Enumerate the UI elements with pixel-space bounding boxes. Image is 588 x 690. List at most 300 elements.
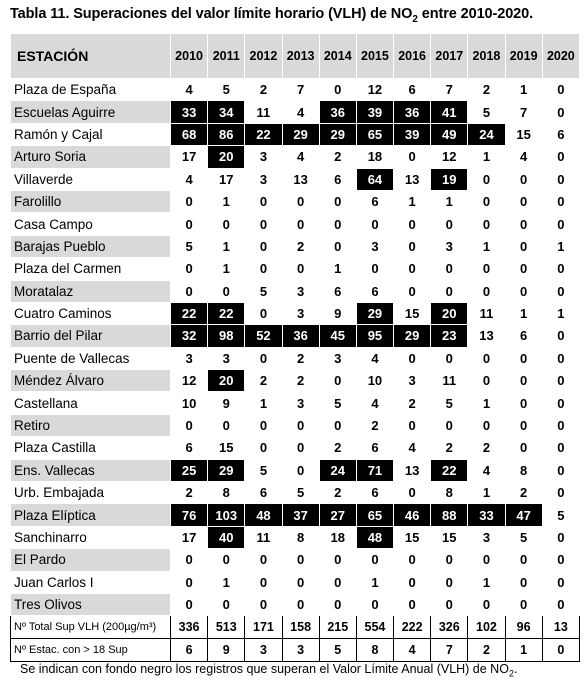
value-cell: 27 [319,504,356,526]
value-cell: 0 [505,190,542,212]
value-cell: 1 [468,482,505,504]
value-cell: 20 [208,370,245,392]
value-cell: 39 [356,101,393,123]
value-cell: 2 [245,79,282,101]
value-cell: 1 [208,258,245,280]
value-cell: 88 [431,504,468,526]
value-cell: 0 [394,347,431,369]
value-cell: 86 [208,123,245,145]
station-name: Casa Campo [11,213,171,235]
year-header: 2013 [282,34,319,79]
value-cell: 0 [468,190,505,212]
year-header: 2016 [394,34,431,79]
station-name: Castellana [11,392,171,414]
station-name: Escuelas Aguirre [11,101,171,123]
table-row [11,526,580,548]
value-cell: 7 [505,101,542,123]
value-cell: 0 [245,414,282,436]
value-cell: 45 [319,325,356,347]
value-cell: 0 [505,235,542,257]
value-cell: 2 [356,414,393,436]
value-cell: 0 [282,571,319,593]
station-name: Barrio del Pilar [11,325,171,347]
value-cell: 52 [245,325,282,347]
value-cell: 24 [319,459,356,481]
value-cell: 1 [468,235,505,257]
value-cell: 3 [208,347,245,369]
value-cell: 0 [505,593,542,615]
value-cell: 8 [282,526,319,548]
value-cell: 12 [431,146,468,168]
value-cell: 46 [394,504,431,526]
total-cell: 0 [542,639,579,662]
value-cell: 0 [394,549,431,571]
value-cell: 5 [319,392,356,414]
value-cell: 2 [319,437,356,459]
value-cell: 0 [542,213,579,235]
value-cell: 3 [356,235,393,257]
value-cell: 3 [394,370,431,392]
value-cell: 0 [356,593,393,615]
value-cell: 0 [245,302,282,324]
value-cell: 0 [468,280,505,302]
value-cell: 11 [245,526,282,548]
total-cell: 13 [542,616,579,639]
value-cell: 4 [282,146,319,168]
value-cell: 0 [468,549,505,571]
value-cell: 0 [468,213,505,235]
value-cell: 0 [542,101,579,123]
value-cell: 0 [505,437,542,459]
table-row [11,146,580,168]
table-row [11,392,580,414]
value-cell: 0 [171,190,208,212]
total-cell: 1 [505,639,542,662]
station-name: Tres Olivos [11,593,171,615]
station-name: Sanchinarro [11,526,171,548]
value-cell: 0 [394,213,431,235]
value-cell: 0 [542,482,579,504]
value-cell: 0 [282,437,319,459]
value-cell: 0 [542,347,579,369]
total-cell: 6 [171,639,208,662]
value-cell: 4 [505,146,542,168]
value-cell: 1 [208,571,245,593]
value-cell: 0 [171,414,208,436]
value-cell: 0 [171,258,208,280]
value-cell: 0 [505,213,542,235]
value-cell: 0 [505,258,542,280]
value-cell: 6 [319,280,356,302]
value-cell: 0 [319,213,356,235]
total-cell: 9 [208,639,245,662]
total-cell: 158 [282,616,319,639]
value-cell: 3 [282,302,319,324]
value-cell: 15 [394,526,431,548]
value-cell: 0 [431,213,468,235]
value-cell: 4 [356,347,393,369]
station-name: Ens. Vallecas [11,459,171,481]
value-cell: 6 [356,482,393,504]
value-cell: 0 [542,79,579,101]
value-cell: 0 [394,235,431,257]
station-name: Urb. Embajada [11,482,171,504]
table-row [11,504,580,526]
table-row [11,571,580,593]
value-cell: 9 [319,302,356,324]
year-header: 2015 [356,34,393,79]
total-cell: 215 [319,616,356,639]
table-title: Tabla 11. Superaciones del valor límite horario (VLH) de $NO_2$ entre 2010-2020. [10,6,534,25]
totals-label: Nº Total Sup VLH (200µg/m³) [11,616,171,639]
value-cell: 0 [431,280,468,302]
value-cell: 40 [208,526,245,548]
value-cell: 0 [282,190,319,212]
value-cell: 36 [282,325,319,347]
value-cell: 10 [171,392,208,414]
value-cell: 20 [431,302,468,324]
value-cell: 0 [394,146,431,168]
table-row [11,168,580,190]
table-row [11,482,580,504]
total-cell: 171 [245,616,282,639]
value-cell: 29 [282,123,319,145]
value-cell: 23 [431,325,468,347]
value-cell: 0 [505,571,542,593]
total-cell: 102 [468,616,505,639]
value-cell: 0 [505,347,542,369]
value-cell: 1 [356,571,393,593]
total-cell: 2 [468,639,505,662]
value-cell: 0 [542,459,579,481]
station-name: Ramón y Cajal [11,123,171,145]
value-cell: 0 [542,280,579,302]
value-cell: 0 [505,168,542,190]
value-cell: 5 [468,101,505,123]
value-cell: 24 [468,123,505,145]
value-cell: 18 [356,146,393,168]
value-cell: 1 [431,190,468,212]
table-row [11,280,580,302]
value-cell: 0 [542,325,579,347]
station-name: Farolillo [11,190,171,212]
value-cell: 0 [542,414,579,436]
value-cell: 0 [505,549,542,571]
table-row [11,370,580,392]
station-name: Retiro [11,414,171,436]
value-cell: 0 [542,258,579,280]
year-header: 2017 [431,34,468,79]
value-cell: 0 [431,549,468,571]
value-cell: 5 [505,526,542,548]
value-cell: 37 [282,504,319,526]
value-cell: 1 [542,302,579,324]
value-cell: 0 [431,347,468,369]
value-cell: 3 [171,347,208,369]
value-cell: 0 [505,370,542,392]
value-cell: 0 [542,549,579,571]
value-cell: 98 [208,325,245,347]
value-cell: 0 [468,347,505,369]
value-cell: 2 [319,482,356,504]
value-cell: 1 [245,392,282,414]
table-row [11,258,580,280]
total-cell: 3 [282,639,319,662]
value-cell: 15 [431,526,468,548]
total-cell: 8 [356,639,393,662]
value-cell: 32 [171,325,208,347]
value-cell: 1 [468,571,505,593]
value-cell: 2 [468,79,505,101]
table-row [11,437,580,459]
value-cell: 4 [171,79,208,101]
value-cell: 0 [431,571,468,593]
value-cell: 0 [171,280,208,302]
value-cell: 0 [468,593,505,615]
value-cell: 0 [319,235,356,257]
value-cell: 0 [394,482,431,504]
station-header: ESTACIÓN [11,34,171,79]
total-cell: 222 [394,616,431,639]
value-cell: 0 [431,414,468,436]
table-row [11,593,580,615]
value-cell: 36 [319,101,356,123]
station-name: Arturo Soria [11,146,171,168]
value-cell: 5 [245,280,282,302]
value-cell: 29 [319,123,356,145]
value-cell: 8 [431,482,468,504]
value-cell: 0 [319,190,356,212]
value-cell: 39 [394,123,431,145]
value-cell: 0 [468,414,505,436]
value-cell: 3 [245,168,282,190]
value-cell: 0 [468,258,505,280]
value-cell: 0 [208,414,245,436]
station-name: Barajas Pueblo [11,235,171,257]
total-cell: 3 [245,639,282,662]
value-cell: 11 [431,370,468,392]
value-cell: 4 [171,168,208,190]
value-cell: 6 [394,79,431,101]
value-cell: 2 [431,437,468,459]
value-cell: 0 [245,571,282,593]
value-cell: 1 [505,302,542,324]
value-cell: 4 [394,437,431,459]
value-cell: 2 [282,235,319,257]
value-cell: 9 [208,392,245,414]
value-cell: 0 [542,571,579,593]
value-cell: 6 [171,437,208,459]
value-cell: 0 [542,437,579,459]
value-cell: 11 [468,302,505,324]
table-row [11,414,580,436]
value-cell: 22 [431,459,468,481]
value-cell: 5 [208,79,245,101]
year-header: 2020 [542,34,579,79]
year-header: 2014 [319,34,356,79]
value-cell: 0 [208,593,245,615]
value-cell: 0 [431,258,468,280]
year-header: 2011 [208,34,245,79]
table-row [11,123,580,145]
value-cell: 5 [245,459,282,481]
value-cell: 0 [208,213,245,235]
station-name: Moratalaz [11,280,171,302]
total-cell: 554 [356,616,393,639]
value-cell: 22 [208,302,245,324]
value-cell: 0 [245,190,282,212]
value-cell: 0 [394,571,431,593]
year-header: 2010 [171,34,208,79]
value-cell: 2 [319,146,356,168]
station-name: El Pardo [11,549,171,571]
value-cell: 0 [245,235,282,257]
value-cell: 8 [208,482,245,504]
value-cell: 0 [171,549,208,571]
value-cell: 0 [282,414,319,436]
value-cell: 0 [245,437,282,459]
value-cell: 17 [171,146,208,168]
value-cell: 6 [542,123,579,145]
value-cell: 0 [394,414,431,436]
value-cell: 5 [431,392,468,414]
header-row [11,34,580,79]
value-cell: 19 [431,168,468,190]
value-cell: 4 [468,459,505,481]
value-cell: 1 [505,79,542,101]
totals-rows [11,616,580,662]
value-cell: 17 [171,526,208,548]
value-cell: 20 [208,146,245,168]
value-cell: 6 [356,190,393,212]
value-cell: 0 [356,258,393,280]
value-cell: 6 [356,280,393,302]
value-cell: 1 [208,235,245,257]
value-cell: 0 [245,213,282,235]
value-cell: 0 [542,146,579,168]
value-cell: 76 [171,504,208,526]
total-cell: 336 [171,616,208,639]
station-name: Juan Carlos I [11,571,171,593]
value-cell: 1 [468,392,505,414]
value-cell: 12 [171,370,208,392]
value-cell: 0 [394,280,431,302]
value-cell: 3 [468,526,505,548]
value-cell: 11 [245,101,282,123]
footnote: Se indican con fondo negro los registros que superan el Valor Límite Anual (VLH) de $NO_2$. [20,662,518,679]
table-row [11,302,580,324]
value-cell: 18 [319,526,356,548]
table-row [11,213,580,235]
value-cell: 5 [282,482,319,504]
value-cell: 0 [542,190,579,212]
value-cell: 0 [356,213,393,235]
table-row [11,347,580,369]
value-cell: 2 [245,370,282,392]
value-cell: 13 [394,168,431,190]
value-cell: 0 [171,213,208,235]
value-cell: 13 [468,325,505,347]
value-cell: 103 [208,504,245,526]
value-cell: 0 [468,370,505,392]
value-cell: 22 [245,123,282,145]
value-cell: 6 [356,437,393,459]
value-cell: 0 [394,258,431,280]
value-cell: 0 [505,280,542,302]
value-cell: 1 [542,235,579,257]
value-cell: 2 [468,437,505,459]
station-name: Villaverde [11,168,171,190]
value-cell: 15 [208,437,245,459]
table-row [11,79,580,101]
value-cell: 0 [245,258,282,280]
value-cell: 33 [171,101,208,123]
value-cell: 34 [208,101,245,123]
value-cell: 0 [245,347,282,369]
value-cell: 0 [282,258,319,280]
value-cell: 22 [171,302,208,324]
value-cell: 0 [542,593,579,615]
value-cell: 0 [431,593,468,615]
value-cell: 29 [394,325,431,347]
total-cell: 513 [208,616,245,639]
value-cell: 6 [319,168,356,190]
value-cell: 0 [319,414,356,436]
station-name: Plaza del Carmen [11,258,171,280]
totals-label: Nº Estac. con > 18 Sup [11,639,171,662]
station-name: Puente de Vallecas [11,347,171,369]
value-cell: 13 [394,459,431,481]
value-cell: 95 [356,325,393,347]
station-name: Cuatro Caminos [11,302,171,324]
total-cell: 7 [431,639,468,662]
value-cell: 48 [356,526,393,548]
value-cell: 6 [245,482,282,504]
value-cell: 0 [208,549,245,571]
value-cell: 1 [319,258,356,280]
value-cell: 0 [542,370,579,392]
value-cell: 7 [431,79,468,101]
station-name: Plaza Castilla [11,437,171,459]
value-cell: 0 [505,414,542,436]
totals-row [11,616,580,639]
value-cell: 15 [394,302,431,324]
value-cell: 2 [282,347,319,369]
value-cell: 3 [282,392,319,414]
value-cell: 2 [282,370,319,392]
value-cell: 36 [394,101,431,123]
value-cell: 1 [208,190,245,212]
value-cell: 0 [542,392,579,414]
value-cell: 8 [505,459,542,481]
total-cell: 5 [319,639,356,662]
value-cell: 4 [356,392,393,414]
value-cell: 0 [319,549,356,571]
table-row [11,235,580,257]
value-cell: 71 [356,459,393,481]
table-row [11,549,580,571]
value-cell: 2 [394,392,431,414]
value-cell: 29 [356,302,393,324]
totals-row [11,639,580,662]
value-cell: 17 [208,168,245,190]
value-cell: 15 [505,123,542,145]
value-cell: 0 [282,549,319,571]
year-header: 2019 [505,34,542,79]
value-cell: 65 [356,504,393,526]
value-cell: 13 [282,168,319,190]
value-cell: 0 [394,593,431,615]
